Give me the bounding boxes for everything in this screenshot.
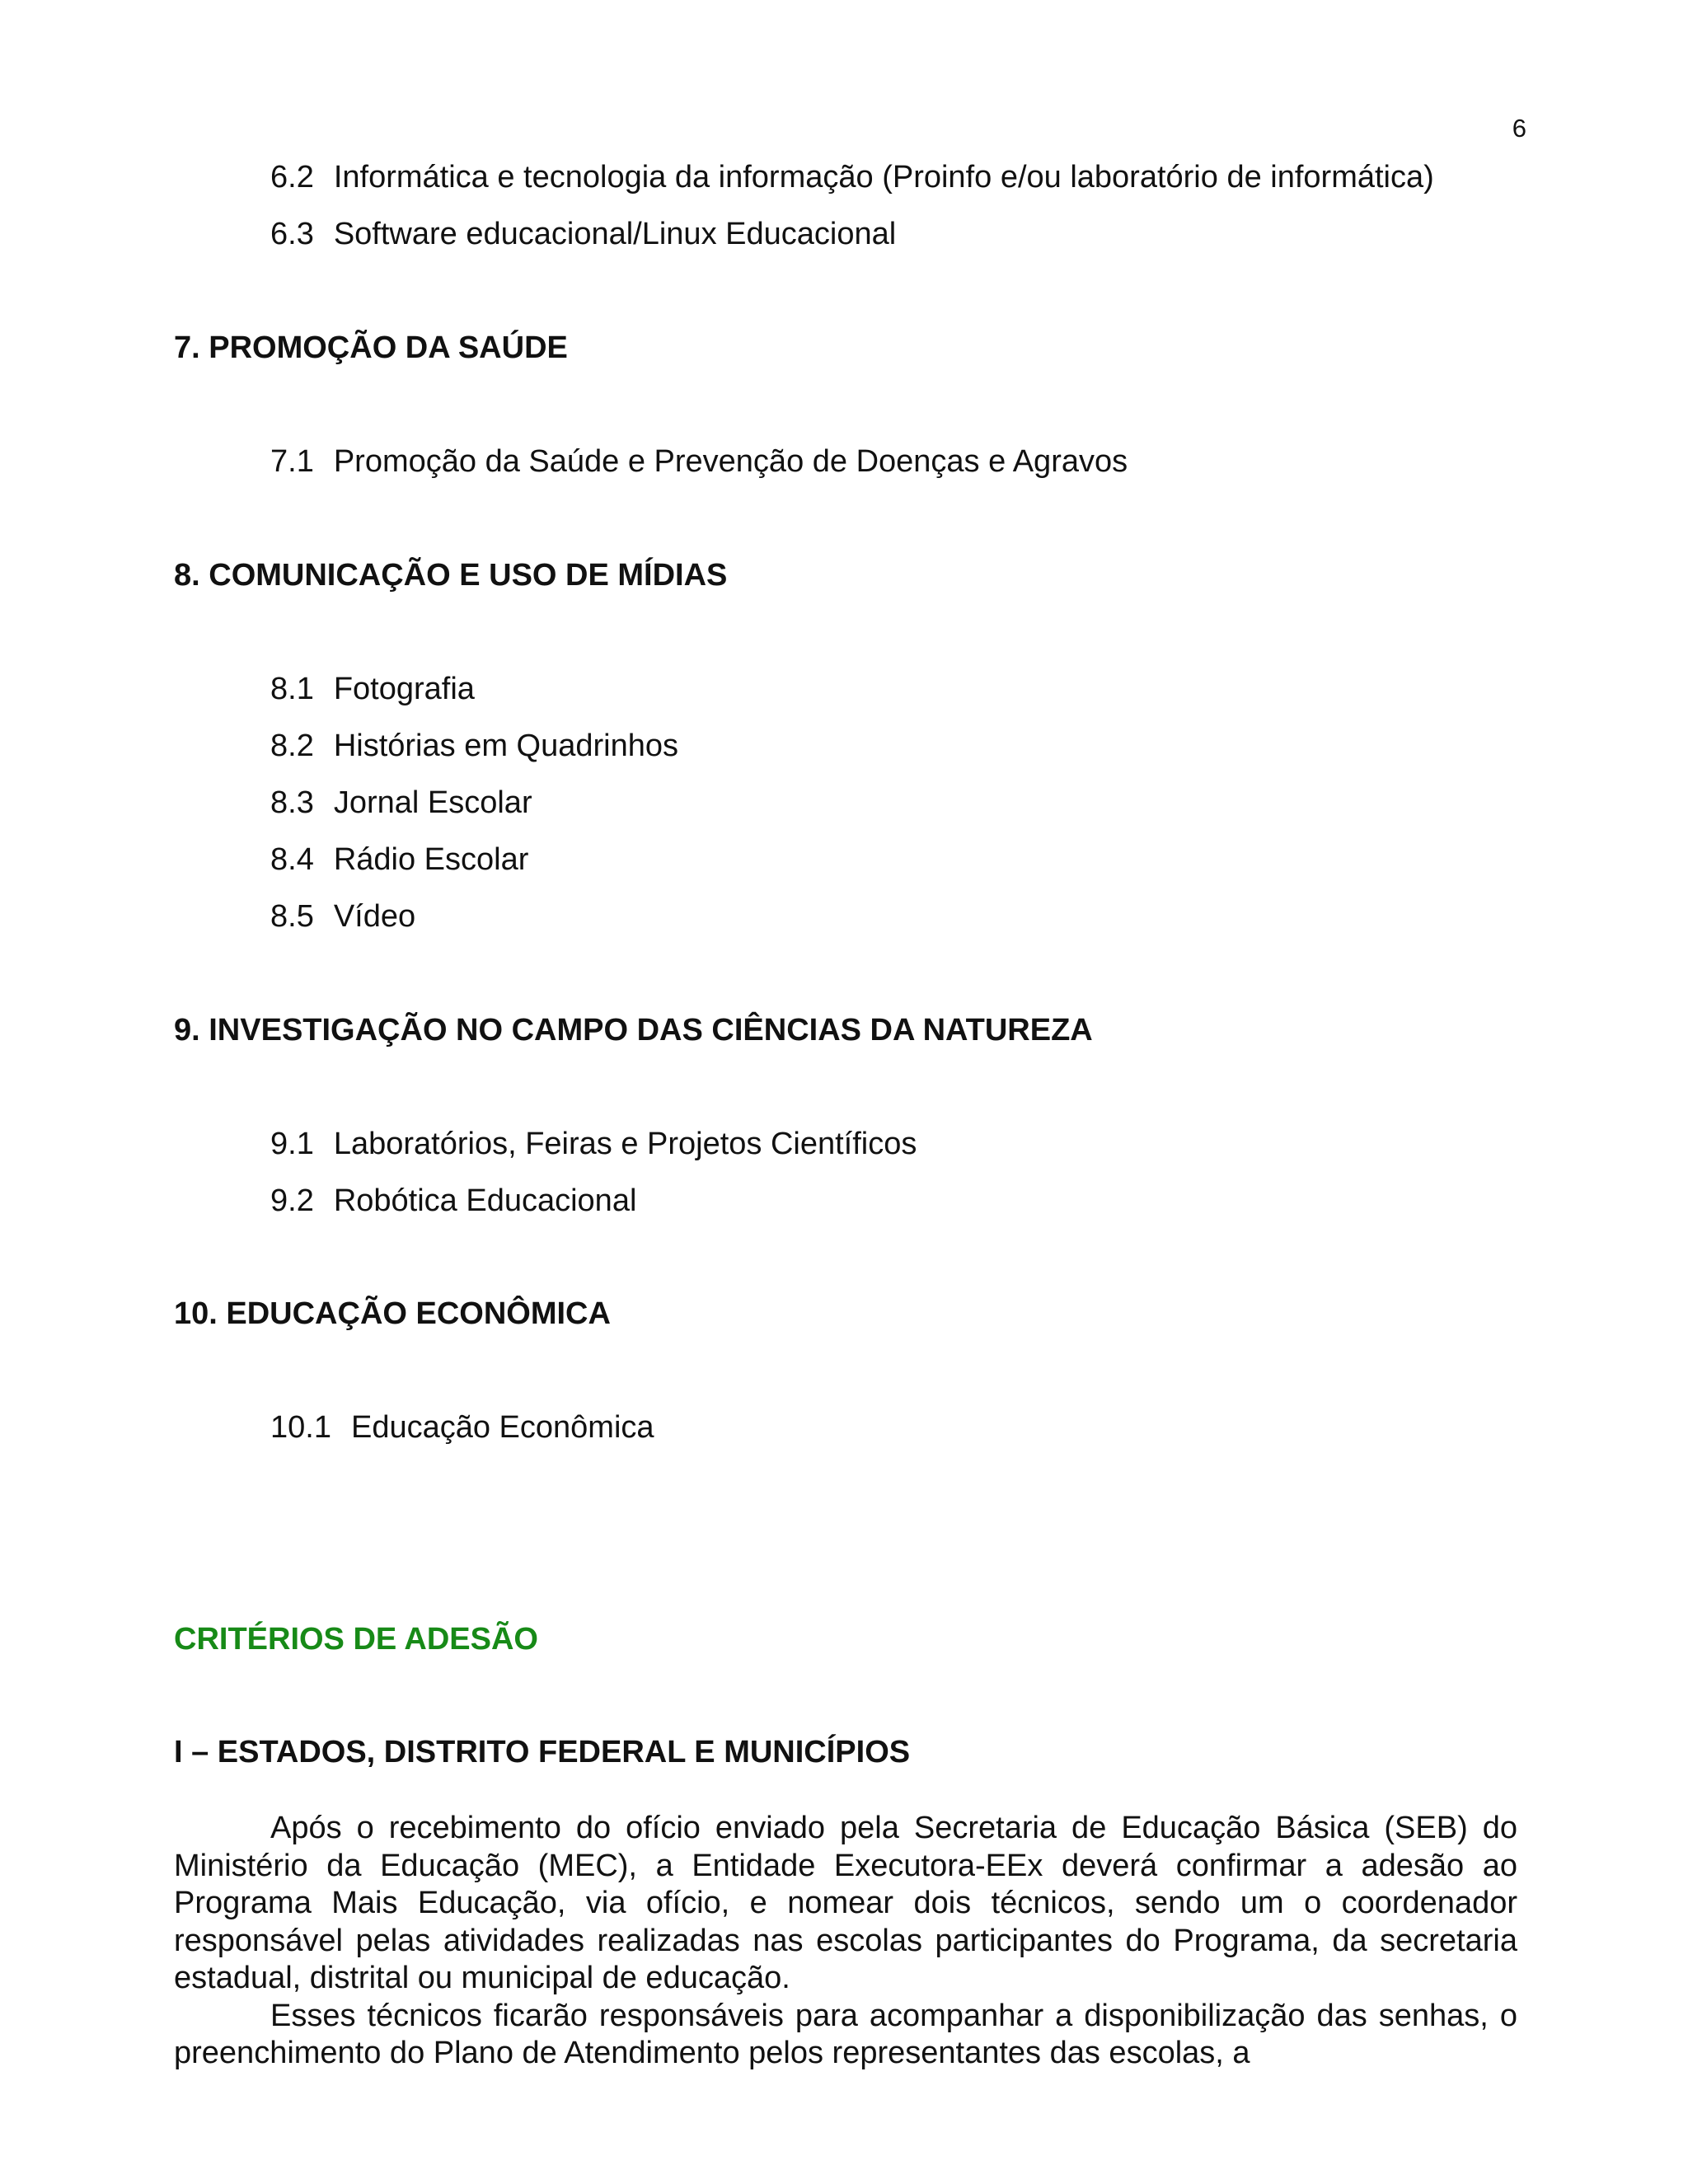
section-heading: 10. EDUCAÇÃO ECONÔMICA [174, 1296, 611, 1331]
paragraph: Esses técnicos ficarão responsáveis para acompanhar a disponibilização das senhas, o preenchimento do Plano de Atendimento pelos representantes das escolas, a [174, 1998, 1517, 2070]
page-number: 6 [1512, 114, 1526, 143]
item-number: 8.5 [270, 899, 314, 934]
item-number: 10.1 [270, 1410, 331, 1445]
item-number: 8.3 [270, 785, 314, 820]
list-item [270, 1409, 654, 1446]
item-text: Laboratórios, Feiras e Projetos Científicos [333, 1127, 917, 1161]
item-number: 8.4 [270, 842, 314, 877]
body-text [174, 1810, 1517, 2073]
list-item [270, 1126, 917, 1162]
section-heading: 9. INVESTIGAÇÃO NO CAMPO DAS CIÊNCIAS DA NATUREZA [174, 1013, 1093, 1047]
list-item [270, 216, 896, 252]
section-heading: 7. PROMOÇÃO DA SAÚDE [174, 330, 568, 365]
list-item [270, 841, 528, 878]
item-text: Rádio Escolar [333, 842, 529, 877]
list-item [270, 898, 415, 935]
item-number: 7.1 [270, 444, 314, 479]
item-text: Histórias em Quadrinhos [333, 729, 678, 763]
item-text: Robótica Educacional [333, 1183, 637, 1218]
item-number: 9.1 [270, 1127, 314, 1161]
list-item [270, 671, 475, 707]
item-text: Promoção da Saúde e Prevenção de Doenças e Agravos [333, 444, 1128, 479]
item-text: Informática e tecnologia da informação (Proinfo e/ou laboratório de informática) [333, 160, 1434, 194]
item-text: Jornal Escolar [333, 785, 532, 820]
criteria-subheading: I – ESTADOS, DISTRITO FEDERAL E MUNICÍPIOS [174, 1735, 911, 1769]
item-number: 8.2 [270, 729, 314, 763]
list-item [270, 728, 678, 764]
criteria-heading: CRITÉRIOS DE ADESÃO [174, 1622, 538, 1657]
item-text: Fotografia [333, 672, 475, 706]
item-number: 6.3 [270, 217, 314, 251]
section-heading: 8. COMUNICAÇÃO E USO DE MÍDIAS [174, 558, 728, 593]
list-item [270, 159, 1434, 195]
item-text: Vídeo [333, 899, 416, 934]
list-item [270, 443, 1128, 480]
item-number: 6.2 [270, 160, 314, 194]
list-item [270, 785, 532, 821]
list-item [270, 1183, 636, 1219]
paragraph: Após o recebimento do ofício enviado pela Secretaria de Educação Básica (SEB) do Ministério da Educação (MEC), a Entidade Executora-EEx deverá confirmar a adesão ao Programa Mais Educação, via ofício, e nomear dois técnicos, sendo um o coordenador responsável pelas atividades realizadas nas escolas participantes do Programa, da secretaria estadual, distrital ou municipal de educação. [174, 1811, 1517, 1995]
item-number: 8.1 [270, 672, 314, 706]
item-text: Educação Econômica [350, 1410, 654, 1445]
item-text: Software educacional/Linux Educacional [333, 217, 897, 251]
item-number: 9.2 [270, 1183, 314, 1218]
